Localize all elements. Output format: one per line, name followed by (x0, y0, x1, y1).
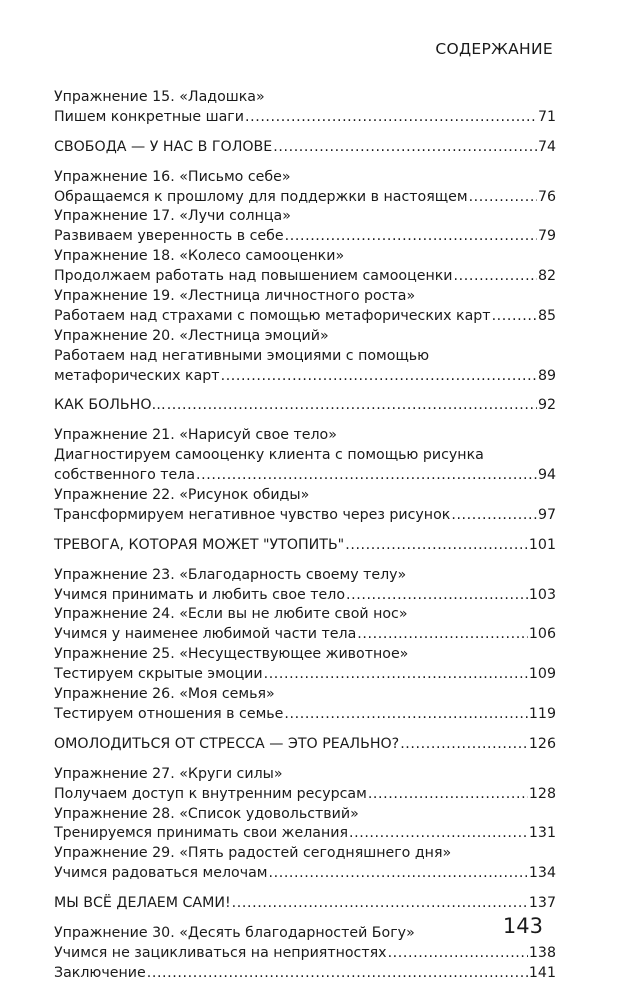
toc-entry-title: Упражнение 25. «Несуществующее животное» (54, 646, 409, 663)
toc-entry (54, 625, 556, 645)
toc-entry (54, 566, 556, 586)
toc-entry-title: ОМОЛОДИТЬСЯ ОТ СТРЕССА — ЭТО РЕАЛЬНО? (54, 735, 400, 752)
toc-entry-title: Упражнение 19. «Лестница личностного роста» (54, 288, 416, 305)
dot-leader (357, 625, 528, 645)
dot-leader (388, 944, 528, 964)
toc-entry-title: Упражнение 22. «Рисунок обиды» (54, 487, 310, 504)
toc-entry-title: КАК БОЛЬНО… (54, 397, 166, 414)
toc-entry-title: Получаем доступ к внутренним ресурсам (54, 785, 367, 802)
dot-leader (232, 894, 528, 914)
toc-entry-page: 126 (528, 735, 556, 752)
toc-entry (54, 705, 556, 725)
section-gap (54, 755, 556, 765)
dot-leader (346, 586, 528, 606)
section-gap (54, 556, 556, 566)
dot-leader (284, 705, 528, 725)
toc-entry (54, 665, 556, 685)
toc-entry (54, 138, 556, 158)
toc-entry-title: Развиваем уверенность в себе (54, 228, 284, 245)
toc-entry-title: метафорических карт (54, 367, 220, 384)
toc-entry-page: 106 (528, 626, 556, 643)
dot-leader (245, 108, 537, 128)
toc-entry (54, 506, 556, 526)
toc-entry (54, 307, 556, 327)
section-gap (54, 725, 556, 735)
toc-entry-title: ТРЕВОГА, КОТОРАЯ МОЖЕТ "УТОПИТЬ" (54, 536, 345, 553)
dot-leader (345, 536, 528, 556)
toc-entry-page: 138 (528, 944, 556, 961)
toc-entry-page: 137 (528, 895, 556, 912)
toc-entry-title: Работаем над негативными эмоциями с помощью (54, 347, 430, 364)
toc-entry-page: 71 (537, 108, 556, 125)
toc-entry-page: 85 (537, 307, 556, 324)
toc-entry (54, 486, 556, 506)
section-gap (54, 386, 556, 396)
toc-entry-page: 131 (528, 825, 556, 842)
dot-leader (167, 396, 537, 416)
section-gap (54, 884, 556, 894)
toc-entry-page: 103 (528, 586, 556, 603)
toc-entry-title: Заключение (54, 964, 146, 981)
toc-entry (54, 287, 556, 307)
toc-entry-title: Пишем конкретные шаги (54, 108, 244, 125)
page-number: 143 (502, 914, 543, 938)
toc-entry-page: 79 (537, 228, 556, 245)
section-gap (54, 128, 556, 138)
toc-entry-title: Упражнение 27. «Круги силы» (54, 765, 283, 782)
toc-entry-title: собственного тела (54, 467, 196, 484)
toc-entry-page: 109 (528, 666, 556, 683)
dot-leader (469, 188, 537, 208)
toc-entry (54, 765, 556, 785)
toc-entry-title: Учимся принимать и любить свое тело (54, 586, 345, 603)
toc-entry-title: Трансформируем негативное чувство через рисунок (54, 506, 451, 523)
toc-entry (54, 785, 556, 805)
toc-entry-title: Учимся у наименее любимой части тела (54, 626, 357, 643)
toc-entry-title: Тестируем отношения в семье (54, 705, 284, 722)
toc-entry-page: 97 (537, 506, 556, 523)
dot-leader (400, 735, 528, 755)
dot-leader (349, 824, 528, 844)
dot-leader (264, 665, 528, 685)
toc-entry (54, 446, 556, 466)
toc-entry (54, 327, 556, 347)
toc-entry (54, 168, 556, 188)
toc-entry (54, 864, 556, 884)
toc-entry (54, 227, 556, 247)
toc-entry (54, 536, 556, 556)
toc-entry (54, 267, 556, 287)
section-gap (54, 158, 556, 168)
toc-entry (54, 347, 556, 367)
toc-entry-title: МЫ ВСЁ ДЕЛАЕМ САМИ! (54, 895, 231, 912)
toc-entry-page: 101 (528, 536, 556, 553)
toc-entry (54, 586, 556, 606)
dot-leader (285, 227, 537, 247)
toc-entry-title: Учимся радоваться мелочам (54, 865, 268, 882)
toc-entry-page: 76 (537, 188, 556, 205)
toc-entry-title: Тренируемся принимать свои желания (54, 825, 348, 842)
toc-entry-title: Обращаемся к прошлому для поддержки в настоящем (54, 188, 468, 205)
toc-entry-title: Упражнение 17. «Лучи солнца» (54, 208, 291, 225)
toc-entry (54, 367, 556, 387)
toc-entry (54, 88, 556, 108)
toc-entry-page: 92 (537, 397, 556, 414)
toc-entry-title: Упражнение 29. «Пять радостей сегодняшнего дня» (54, 845, 452, 862)
toc-entry (54, 805, 556, 825)
toc-entry (54, 685, 556, 705)
toc-entry-page: 89 (537, 367, 556, 384)
toc-entry (54, 188, 556, 208)
toc-entry (54, 466, 556, 486)
toc-entry-title: Упражнение 30. «Десять благодарностей Богу» (54, 924, 415, 941)
running-head: СОДЕРЖАНИЕ (435, 40, 553, 58)
toc-entry-page: 141 (528, 964, 556, 981)
toc-entry-page: 94 (537, 467, 556, 484)
toc-entry (54, 396, 556, 416)
toc-entry-title: Упражнение 26. «Моя семья» (54, 686, 275, 703)
toc-entry-title: Упражнение 21. «Нарисуй свое тело» (54, 427, 337, 444)
toc-entry-page: 74 (537, 138, 556, 155)
dot-leader (273, 138, 537, 158)
toc-entry-title: Упражнение 18. «Колесо самооценки» (54, 248, 345, 265)
section-gap (54, 526, 556, 536)
toc-entry-title: Упражнение 20. «Лестница эмоций» (54, 327, 329, 344)
toc-entry-title: Упражнение 15. «Ладошка» (54, 89, 265, 105)
dot-leader (147, 964, 528, 984)
toc-entry-title: Учимся не зацикливаться на неприятностях (54, 944, 387, 961)
dot-leader (492, 307, 537, 327)
toc-entry-page: 82 (537, 268, 556, 285)
toc-entry-title: Упражнение 16. «Письмо себе» (54, 168, 291, 185)
toc-entry (54, 894, 556, 914)
toc-entry (54, 824, 556, 844)
toc-entry-title: Упражнение 23. «Благодарность своему телу» (54, 566, 407, 583)
toc-entry (54, 108, 556, 128)
toc-entry-title: Тестируем скрытые эмоции (54, 666, 263, 683)
dot-leader (221, 367, 537, 387)
section-gap (54, 416, 556, 426)
toc-entry-title: Диагностируем самооценку клиента с помощью рисунка (54, 447, 484, 464)
toc-entry-title: Продолжаем работать над повышением самооценки (54, 268, 453, 285)
toc-entry-title: Упражнение 24. «Если вы не любите свой нос» (54, 606, 408, 623)
dot-leader (268, 864, 527, 884)
toc-entry-page: 134 (528, 865, 556, 882)
dot-leader (451, 506, 537, 526)
toc-entry (54, 844, 556, 864)
toc-entry (54, 426, 556, 446)
dot-leader (196, 466, 537, 486)
toc-entry-page: 128 (528, 785, 556, 802)
toc-entry (54, 964, 556, 984)
toc-entry-page: 119 (528, 705, 556, 722)
table-of-contents (54, 88, 556, 984)
toc-entry (54, 924, 556, 944)
toc-entry (54, 735, 556, 755)
section-gap (54, 914, 556, 924)
toc-entry-title: СВОБОДА — У НАС В ГОЛОВЕ (54, 138, 273, 155)
toc-entry (54, 605, 556, 625)
dot-leader (368, 785, 528, 805)
toc-entry (54, 944, 556, 964)
toc-entry-title: Работаем над страхами с помощью метафорических карт (54, 307, 491, 324)
toc-entry (54, 207, 556, 227)
dot-leader (454, 267, 537, 287)
toc-entry-title: Упражнение 28. «Список удовольствий» (54, 805, 359, 822)
toc-entry (54, 645, 556, 665)
toc-entry (54, 247, 556, 267)
